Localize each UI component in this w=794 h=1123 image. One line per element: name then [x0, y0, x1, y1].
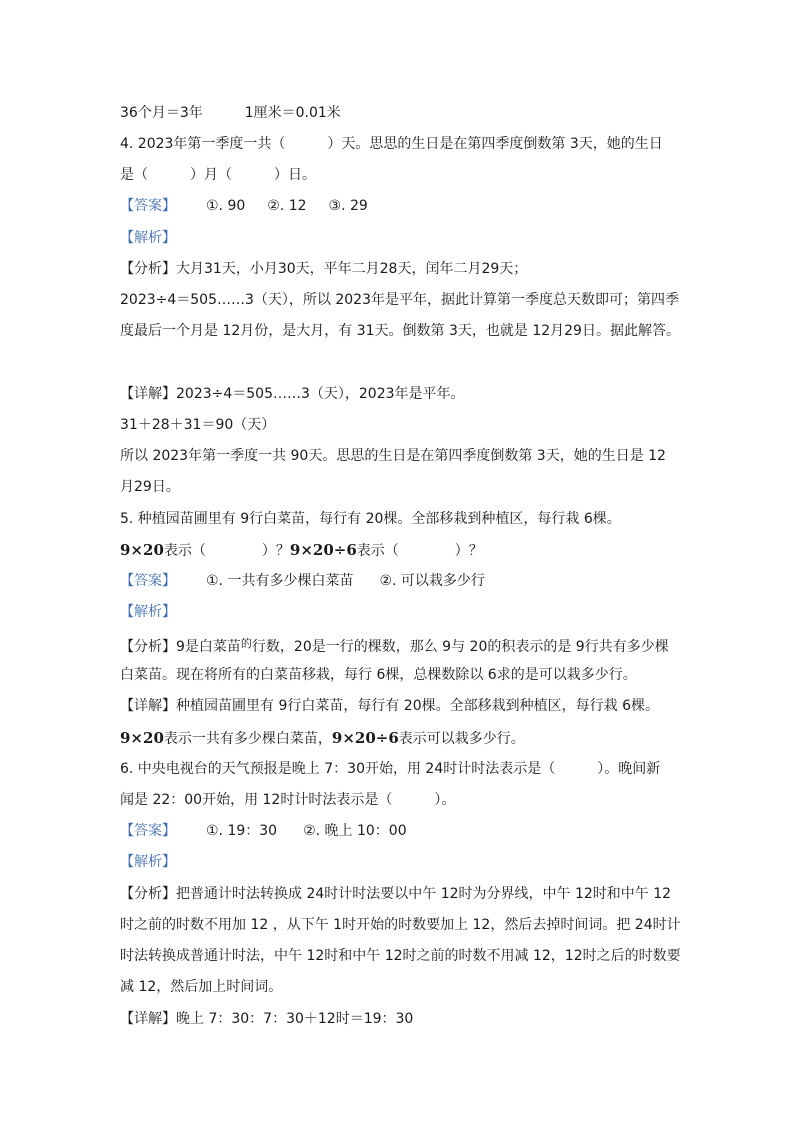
answer-tag: 【答案】	[120, 823, 176, 839]
answer-item: ①. 90	[206, 198, 246, 214]
answer-item: ③. 29	[328, 198, 368, 214]
fenxi-text: 把普通计时法转换成 24时计时法要以中午 12时为分界线，中午 12时和中午 12	[176, 886, 672, 902]
question-4-answer	[120, 197, 368, 215]
xiangjie-text: 表示可以栽多少行。	[398, 731, 525, 747]
question-6-stem: 6. 中央电视台的天气预报是晚上 7：30开始，用 24时计时法表示是（ ）。晚间新	[120, 761, 661, 777]
analysis-tag	[120, 229, 176, 247]
xiangjie-tag: 【详解】	[120, 386, 176, 402]
question-4-xiangjie-cont: 所以 2023年第一季度一共 90天。思思的生日是在第四季度倒数第 3天，她的生日是 12	[120, 448, 666, 464]
answer-item: ②. 12	[267, 198, 307, 214]
answer-item: ①. 一共有多少棵白菜苗	[206, 573, 354, 589]
analysis-label: 【解析】	[120, 854, 176, 870]
answer-tag: 【答案】	[120, 573, 176, 589]
fenxi-text: 9是白菜苗	[176, 639, 241, 655]
answer-tag: 【答案】	[120, 198, 176, 214]
question-5-answer	[120, 572, 485, 590]
question-4-fenxi-cont: 度最后一个月是 12月份，是大月，有 31天。倒数第 3天，也就是 12月29日。据此解答。	[120, 323, 680, 339]
math-expression: 9×20÷6	[289, 541, 357, 559]
text-line: 36个月＝3年 1厘米＝0.01米	[120, 105, 341, 121]
question-5-fenxi-cont: 白菜苗。现在将所有的白菜苗移栽，每行 6棵，总棵数除以 6求的是可以栽多少行。	[120, 667, 637, 683]
question-4-xiangjie	[120, 385, 465, 403]
math-expression: 9×20÷6	[331, 729, 399, 747]
xiangjie-text: 2023÷4＝505……3（天），2023年是平年。	[176, 386, 465, 402]
question-6-fenxi	[120, 885, 671, 903]
question-6-fenxi-cont: 时法转换成普通计时法，中午 12时和中午 12时之前的时数不用减 12，12时之后的时数要	[120, 948, 681, 964]
xiangjie-tag: 【详解】	[120, 698, 176, 714]
analysis-tag	[120, 603, 176, 621]
question-4-fenxi-cont: 2023÷4＝505……3（天），所以 2023年是平年，据此计算第一季度总天数即可；第四季	[120, 292, 679, 308]
question-4-xiangjie-cont: 31＋28＋31＝90（天）	[120, 417, 276, 433]
question-4-stem: 4. 2023年第一季度一共（ ）天。思思的生日是在第四季度倒数第 3天，她的生日	[120, 136, 663, 152]
question-5-fenxi	[120, 635, 669, 656]
question-5-stem: 5. 种植园苗圃里有 9行白菜苗，每行有 20棵。全部移栽到种植区，每行栽 6棵。	[120, 511, 621, 527]
question-6-stem-cont: 闻是 22：00开始，用 12时计时法表示是（ ）。	[120, 792, 456, 808]
question-5-xiangjie	[120, 697, 659, 715]
fenxi-text: 大月31天，小月30天，平年二月28天，闰年二月29天；	[176, 261, 528, 277]
math-expression: 9×20	[120, 729, 164, 747]
stem-text: 表示（ ）？	[163, 543, 290, 559]
analysis-label: 【解析】	[120, 604, 176, 620]
fenxi-text: 行数，20是一行的棵数，那么 9与 20的积表示的是 9行共有多少棵	[251, 639, 669, 655]
question-6-answer	[120, 822, 407, 840]
answer-item: ②. 可以栽多少行	[379, 573, 485, 589]
question-4-stem-cont: 是（ ）月（ ）日。	[120, 167, 316, 183]
question-6-fenxi-cont: 时之前的时数不用加 12 ，从下午 1时开始的时数要加上 12，然后去掉时间词。把 24时计	[120, 917, 681, 933]
analysis-tag	[120, 853, 176, 871]
question-5-stem-expr	[120, 541, 483, 560]
answer-item: ①. 19：30	[206, 823, 278, 839]
question-4-fenxi	[120, 260, 527, 278]
xiangjie-text: 种植园苗圃里有 9行白菜苗，每行有 20棵。全部移栽到种植区，每行栽 6棵。	[176, 698, 659, 714]
math-expression: 9×20	[120, 541, 164, 559]
answer-item: ②. 晚上 10：00	[303, 823, 407, 839]
question-4-xiangjie-cont: 月29日。	[120, 479, 180, 495]
xiangjie-tag: 【详解】	[120, 1011, 176, 1027]
fenxi-text: 的	[240, 637, 252, 650]
xiangjie-text: 晚上 7：30：7：30＋12时＝19：30	[176, 1011, 414, 1027]
analysis-label: 【解析】	[120, 230, 176, 246]
question-6-fenxi-cont: 减 12，然后加上时间词。	[120, 979, 283, 995]
fenxi-tag: 【分析】	[120, 261, 176, 277]
xiangjie-text: 表示一共有多少棵白菜苗，	[163, 731, 332, 747]
fenxi-tag: 【分析】	[120, 886, 176, 902]
question-6-xiangjie	[120, 1010, 413, 1028]
stem-text: 表示（ ）？	[356, 543, 483, 559]
question-5-xiangjie-expr	[120, 729, 525, 748]
fenxi-tag: 【分析】	[120, 639, 176, 655]
